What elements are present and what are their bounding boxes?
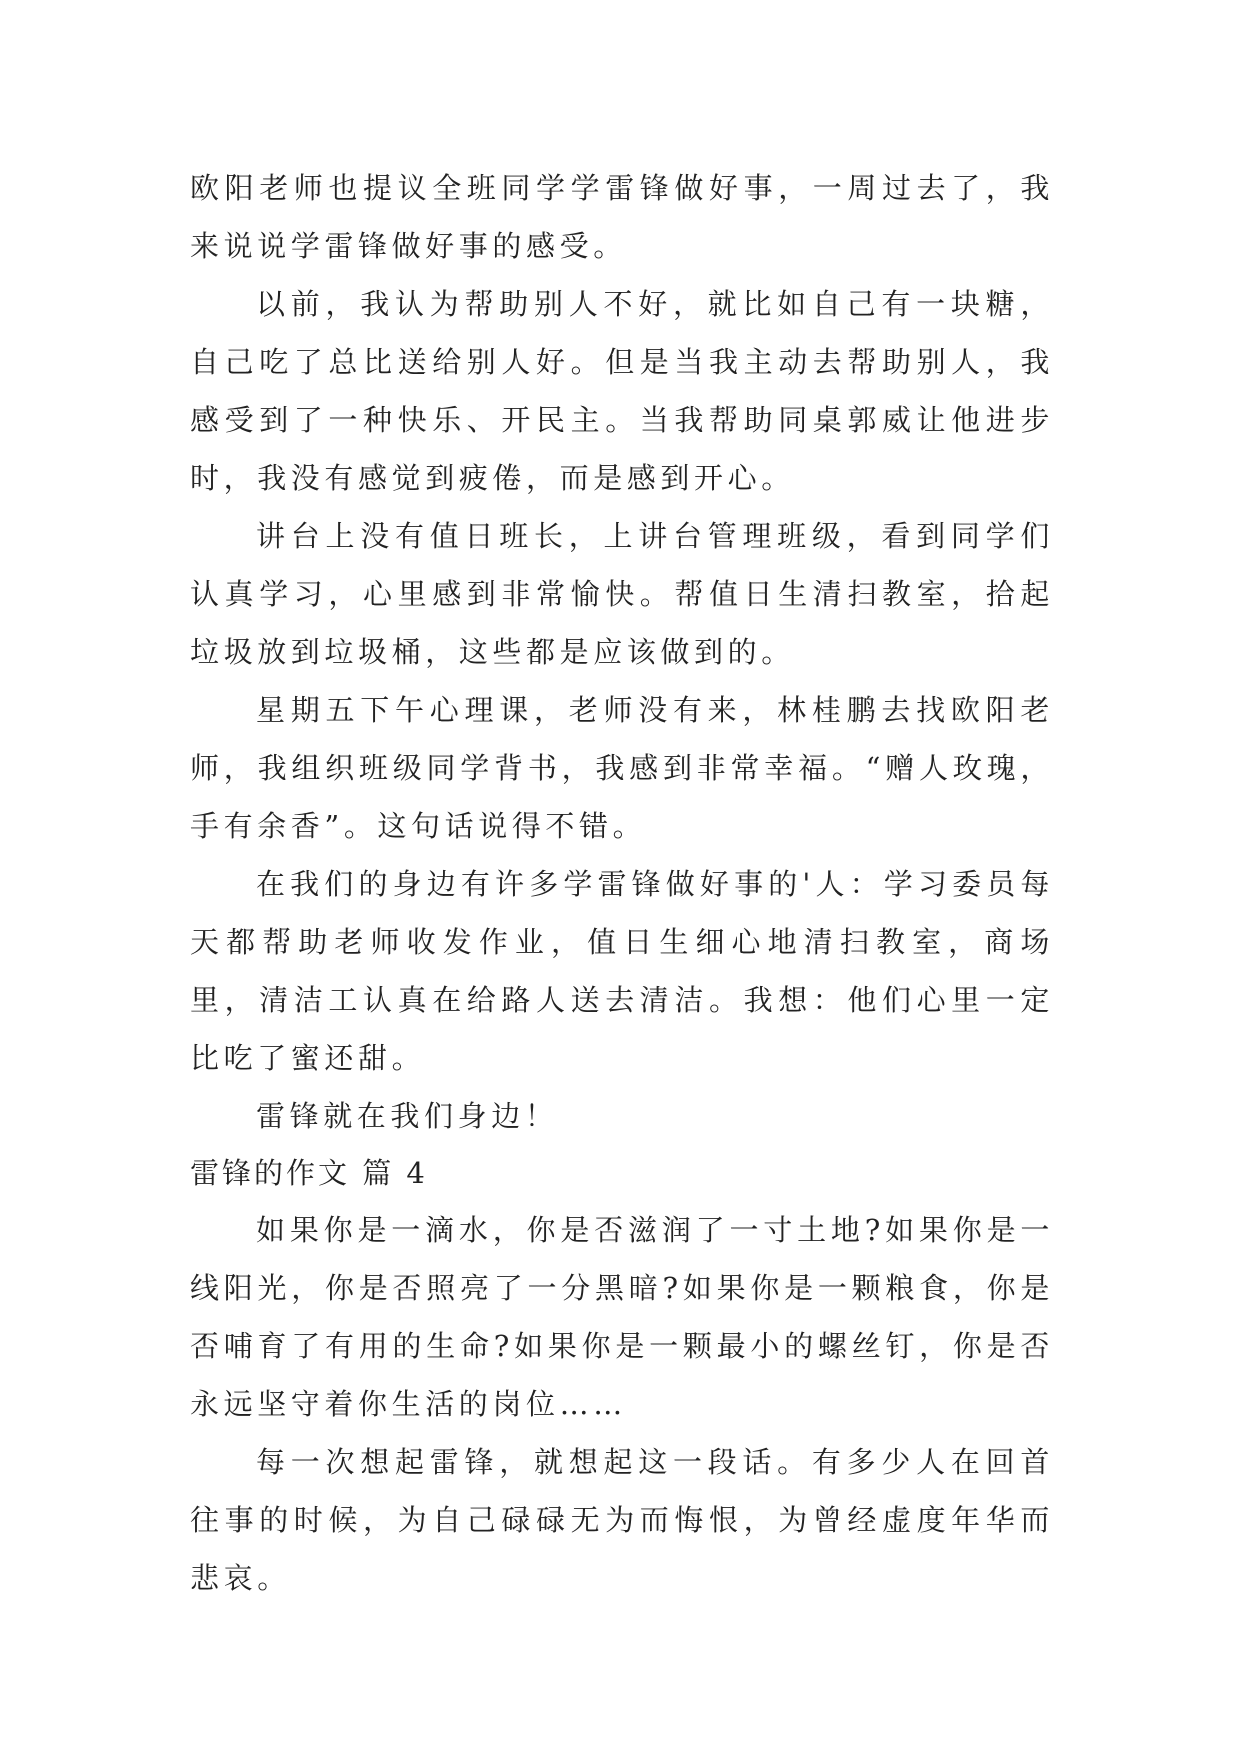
paragraph: 欧阳老师也提议全班同学学雷锋做好事，一周过去了，我来说说学雷锋做好事的感受。 [190,171,1054,263]
document-body [190,159,1054,1607]
section-heading: 雷锋的作文 篇 4 [190,1156,428,1190]
paragraph: 以前，我认为帮助别人不好，就比如自己有一块糖，自己吃了总比送给别人好。但是当我主动去帮助别人，我感受到了一种快乐、开民主。当我帮助同桌郭威让他进步时，我没有感觉到疲倦，而是感到开心。 [190,287,1054,495]
paragraph: 星期五下午心理课，老师没有来，林桂鹏去找欧阳老师，我组织班级同学背书，我感到非常幸福。“赠人玫瑰，手有余香”。这句话说得不错。 [190,693,1054,843]
paragraph: 讲台上没有值日班长，上讲台管理班级，看到同学们认真学习，心里感到非常愉快。帮值日生清扫教室，拾起垃圾放到垃圾桶，这些都是应该做到的。 [190,519,1054,669]
paragraph: 在我们的身边有许多学雷锋做好事的'人：学习委员每天都帮助老师收发作业，值日生细心地清扫教室，商场里，清洁工认真在给路人送去清洁。我想：他们心里一定比吃了蜜还甜。 [190,867,1054,1075]
paragraph: 如果你是一滴水，你是否滋润了一寸土地?如果你是一线阳光，你是否照亮了一分黑暗?如果你是一颗粮食，你是否哺育了有用的生命?如果你是一颗最小的螺丝钉，你是否永远坚守着你生活的岗位…… [190,1213,1054,1421]
paragraph: 雷锋就在我们身边！ [256,1099,559,1133]
paragraph: 每一次想起雷锋，就想起这一段话。有多少人在回首往事的时候，为自己碌碌无为而悔恨，为曾经虚度年华而悲哀。 [190,1445,1054,1595]
